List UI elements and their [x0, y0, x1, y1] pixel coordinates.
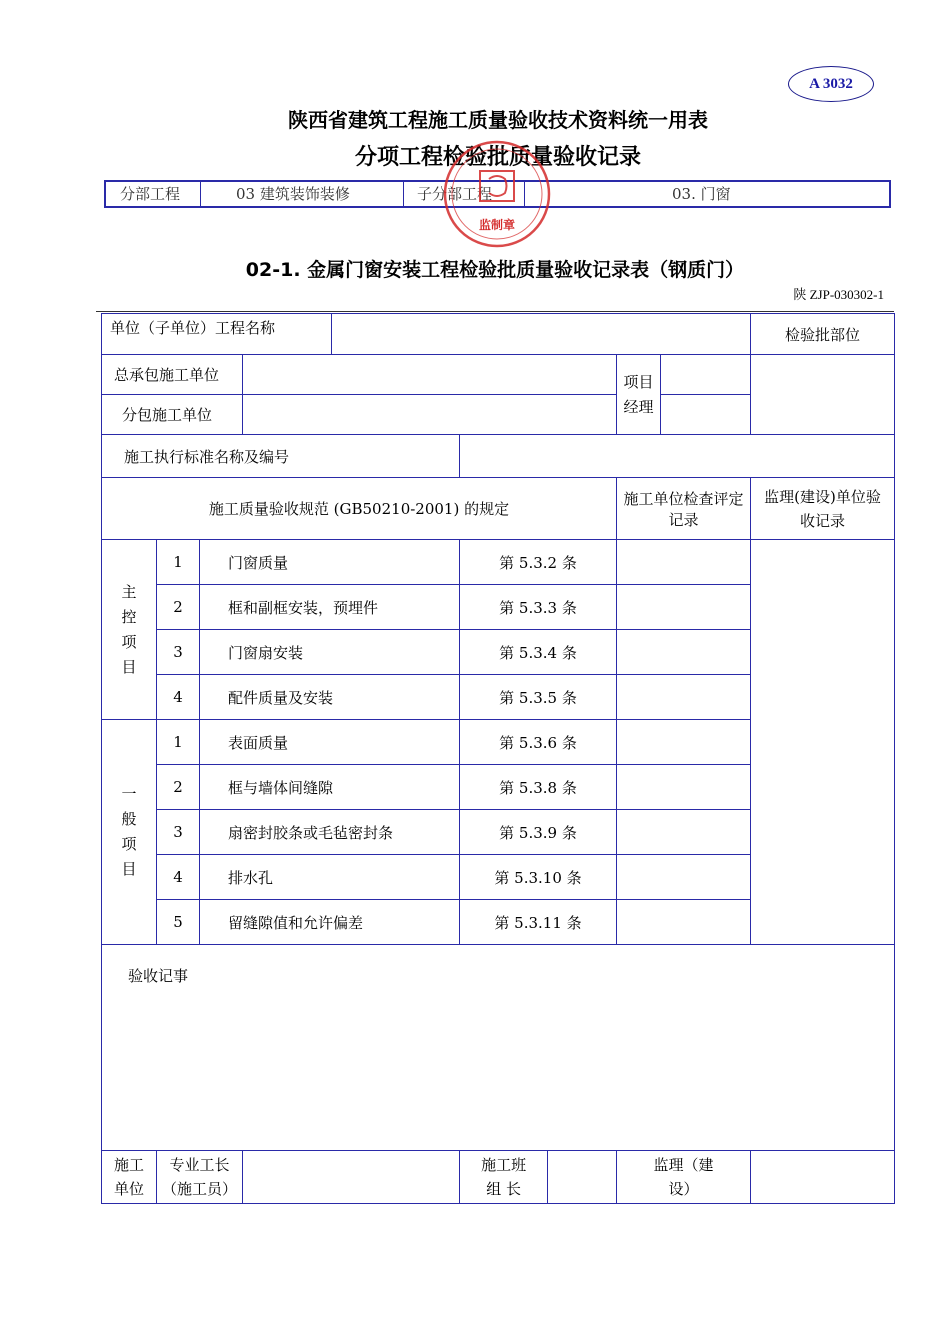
- item-clause: 第 5.3.6 条: [460, 720, 617, 765]
- contractor-check-cell[interactable]: [617, 855, 751, 900]
- item-clause: 第 5.3.4 条: [460, 630, 617, 675]
- form-title: 02-1. 金属门窗安装工程检验批质量验收记录表（钢质门）: [245, 259, 745, 281]
- form-number-badge: A 3032: [788, 66, 874, 102]
- supervision-label: 监理（建设）: [617, 1151, 751, 1204]
- division-value: 03 建筑装饰装修: [236, 185, 350, 203]
- contractor-check-cell[interactable]: [617, 630, 751, 675]
- contractor-check-cell[interactable]: [617, 675, 751, 720]
- subdivision-label: 子分部工程: [417, 185, 493, 203]
- item-number: 1: [157, 540, 200, 585]
- standard-name-field[interactable]: [460, 435, 895, 478]
- item-clause: 第 5.3.11 条: [460, 900, 617, 945]
- main-control-items-label: 主控项目: [102, 540, 157, 720]
- item-name: 留缝隙值和允许偏差: [200, 900, 460, 945]
- item-clause: 第 5.3.8 条: [460, 765, 617, 810]
- divider: [403, 182, 404, 206]
- item-name: 门窗扇安装: [200, 630, 460, 675]
- item-name: 框与墙体间缝隙: [200, 765, 460, 810]
- spec-header: 施工质量验收规范 (GB50210-2001) 的规定: [102, 478, 617, 540]
- item-number: 4: [157, 675, 200, 720]
- item-number: 1: [157, 720, 200, 765]
- form-code: 陕 ZJP-030302-1: [793, 287, 884, 302]
- unit-project-name-field[interactable]: [332, 314, 751, 355]
- divider: [200, 182, 201, 206]
- main-title: 陕西省建筑工程施工质量验收技术资料统一用表: [288, 108, 708, 132]
- division-label: 分部工程: [120, 185, 181, 203]
- team-leader-group: [460, 1151, 617, 1204]
- project-manager-label: 项目经理: [617, 355, 661, 435]
- item-clause: 第 5.3.5 条: [460, 675, 617, 720]
- item-number: 2: [157, 585, 200, 630]
- contractor-check-cell[interactable]: [617, 810, 751, 855]
- item-clause: 第 5.3.10 条: [460, 855, 617, 900]
- foreman-signature-field[interactable]: [243, 1151, 460, 1204]
- item-number: 3: [157, 810, 200, 855]
- inspection-lot-part-field[interactable]: [751, 355, 895, 435]
- unit-project-name-label: 单位（子单位）工程名称: [102, 314, 332, 355]
- standard-name-label: 施工执行标准名称及编号: [102, 435, 460, 478]
- acceptance-notes-label: 验收记事: [128, 967, 189, 985]
- item-number: 4: [157, 855, 200, 900]
- subdivision-value: 03. 门窗: [672, 185, 731, 203]
- seal-text: 监制章: [478, 218, 516, 232]
- item-name: 框和副框安装，预埋件: [200, 585, 460, 630]
- subcontractor-manager-field[interactable]: [661, 395, 751, 435]
- contractor-check-cell[interactable]: [617, 900, 751, 945]
- item-clause: 第 5.3.3 条: [460, 585, 617, 630]
- foreman-label: 专业工长（施工员）: [157, 1151, 243, 1204]
- inspection-record-table: [101, 313, 895, 1204]
- item-name: 扇密封胶条或毛毡密封条: [200, 810, 460, 855]
- supervisor-header: 监理(建设)单位验收记录: [751, 478, 895, 540]
- general-items-label: 一般项目: [102, 720, 157, 945]
- item-name: 门窗质量: [200, 540, 460, 585]
- contractor-check-cell[interactable]: [617, 540, 751, 585]
- top-rule: [96, 311, 894, 312]
- contractor-check-cell[interactable]: [617, 765, 751, 810]
- contractor-record-header: 施工单位检查评定记录: [617, 478, 751, 540]
- item-clause: 第 5.3.2 条: [460, 540, 617, 585]
- item-clause: 第 5.3.9 条: [460, 810, 617, 855]
- subcontractor-label: 分包施工单位: [102, 395, 243, 435]
- team-leader-label: 施工班组 长: [481, 1156, 527, 1198]
- general-contractor-label: 总承包施工单位: [102, 355, 243, 395]
- item-number: 3: [157, 630, 200, 675]
- item-number: 5: [157, 900, 200, 945]
- acceptance-notes-area[interactable]: [102, 945, 895, 1151]
- subcontractor-field[interactable]: [243, 395, 617, 435]
- item-number: 2: [157, 765, 200, 810]
- contractor-check-cell[interactable]: [617, 585, 751, 630]
- inspection-lot-part-label: 检验批部位: [751, 314, 895, 355]
- construction-unit-label: 施工单位: [102, 1151, 157, 1204]
- sub-title: 分项工程检验批质量验收记录: [354, 145, 641, 170]
- item-name: 排水孔: [200, 855, 460, 900]
- supervisor-acceptance-cell[interactable]: [751, 540, 895, 945]
- contractor-check-cell[interactable]: [617, 720, 751, 765]
- item-name: 表面质量: [200, 720, 460, 765]
- team-leader-signature-field[interactable]: [547, 1151, 616, 1203]
- supervision-seal-stamp: [442, 139, 552, 249]
- supervision-signature-field[interactable]: [751, 1151, 895, 1204]
- general-contractor-field[interactable]: [243, 355, 617, 395]
- item-name: 配件质量及安装: [200, 675, 460, 720]
- project-manager-field[interactable]: [661, 355, 751, 395]
